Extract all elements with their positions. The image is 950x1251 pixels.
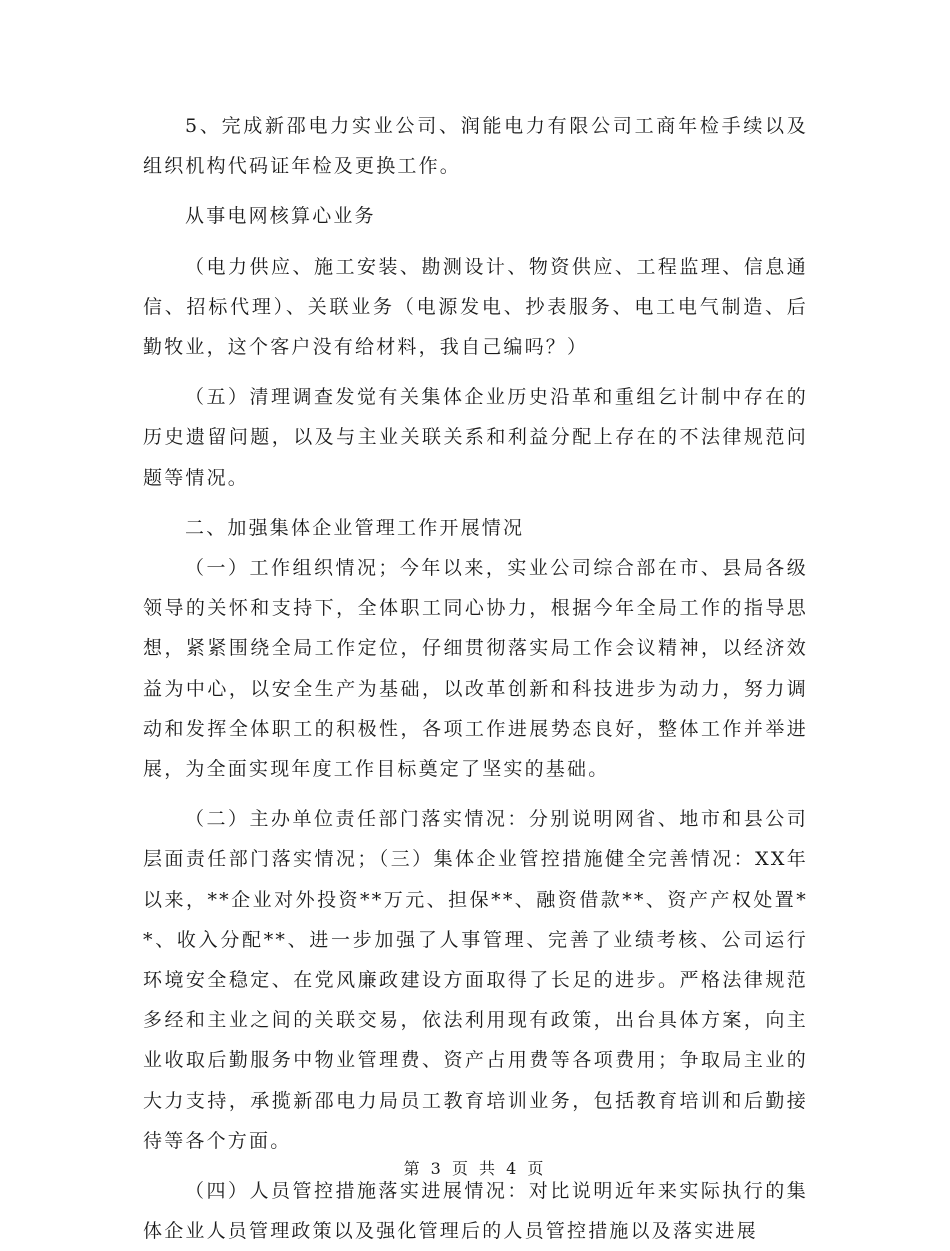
paragraph-responsibility: （二）主办单位责任部门落实情况：分别说明网省、地市和县公司层面责任部门落实情况；（三）集体企业管控措施健全完善情况：XX年以来，**企业对外投资**万元、担保**、融资借款**、资产产权处置**、收入分配**、进一步加强了人事管理、完善了业绩考核、公司运行环境安全稳定、在党风廉政建设方面取得了长足的进步。严格法律规范多经和主业之间的关联交易，依法利用现有政策，出台具体方案，向主业收取后勤服务中物业管理费、资产占用费等各项费用；争取局主业的大力支持，承揽新邵电力局员工教育培训业务，包括教育培训和后勤接待等各个方面。 bbox=[143, 808, 808, 1152]
paragraph-section-five: （五）清理调查发觉有关集体企业历史沿革和重组乞计制中存在的历史遗留问题，以及与主业关联关系和利益分配上存在的不法律规范问题等情况。 bbox=[143, 386, 808, 489]
section-heading-two: 二、加强集体企业管理工作开展情况 bbox=[185, 516, 525, 539]
page-number-footer: 第 3 页 共 4 页 bbox=[403, 1159, 547, 1178]
paragraph-personnel-control: （四）人员管控措施落实进展情况：对比说明近年来实际执行的集体企业人员管理政策以及强化管理后的人员管控措施以及落实进展 bbox=[143, 1180, 808, 1243]
document-body bbox=[143, 106, 808, 1251]
paragraph-core-business: 从事电网核算心业务 bbox=[185, 205, 376, 228]
paragraph-business-list: （电力供应、施工安装、勘测设计、物资供应、工程监理、信息通信、招标代理）、关联业务（电源发电、抄表服务、电工电气制造、后勤牧业，这个客户没有给材料，我自己编吗？） bbox=[143, 255, 808, 359]
paragraph-item-5: 5、完成新邵电力实业公司、润能电力有限公司工商年检手续以及组织机构代码证年检及更换工作。 bbox=[143, 115, 808, 178]
paragraph-work-organization: （一）工作组织情况；今年以来，实业公司综合部在市、县局各级领导的关怀和支持下，全体职工同心协力，根据今年全局工作的指导思想，紧紧围绕全局工作定位，仔细贯彻落实局工作会议精神，以经济效益为中心，以安全生产为基础，以改革创新和科技进步为动力，努力调动和发挥全体职工的积极性，各项工作进展势态良好，整体工作并举进展，为全面实现年度工作目标奠定了坚实的基础。 bbox=[143, 557, 808, 781]
